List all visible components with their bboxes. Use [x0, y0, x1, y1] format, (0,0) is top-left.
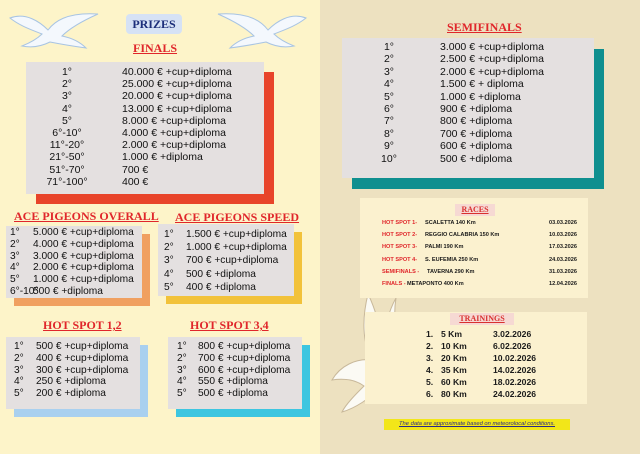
prize-amount: 8.000 € +cup+diploma [122, 114, 226, 127]
prize-position: 2° [61, 78, 73, 91]
prize-amount: 13.000 € +cup+diploma [122, 102, 232, 115]
prize-position: 2° [10, 238, 20, 250]
prize-position: 4° [177, 376, 187, 388]
prize-position: 6° [383, 103, 395, 115]
race-place: METAPONTO 400 Km [407, 281, 464, 287]
prize-amount: 400 € [122, 175, 149, 188]
training-distance: 10 Km [441, 341, 467, 351]
prize-amount: 1.000 € +diploma [122, 151, 203, 164]
training-distance: 35 Km [441, 365, 467, 375]
prize-amount: 2.000 € +cup+diploma [33, 262, 134, 274]
prize-amount: 2.000 € +cup+diploma [122, 139, 226, 152]
training-date: 10.02.2026 [493, 353, 537, 363]
race-place: PALMI 190 Km [425, 244, 464, 251]
prize-amount: 400 € +cup+diploma [36, 352, 129, 364]
prize-position: 8° [383, 127, 395, 140]
prize-amount: 500 € +diploma [186, 268, 256, 280]
prize-position: 3° [61, 90, 73, 103]
prize-amount: 3.000 € +cup+diploma [33, 250, 134, 262]
prize-position: 2° [164, 242, 174, 254]
prize-amount: 700 € [122, 163, 149, 176]
prize-amount: 1.500 € + diploma [440, 78, 524, 91]
prize-position: 4° [10, 262, 20, 274]
prize-position: 4° [61, 102, 73, 115]
trainings-card [365, 312, 587, 404]
prize-amount: 600 € +diploma [440, 140, 513, 153]
prize-position: 4° [383, 78, 395, 91]
prize-position: 3° [383, 65, 395, 78]
prize-amount: 500 € +cup+diploma [36, 341, 129, 352]
prize-position: 2° [177, 352, 187, 364]
prize-position: 2° [14, 352, 24, 364]
training-date: 6.02.2026 [493, 341, 532, 351]
training-number: 5. [426, 377, 434, 387]
race-date: 31.03.2026 [549, 268, 577, 275]
race-label: FINALS - [382, 281, 406, 287]
race-label: SEMIFINALS - [382, 268, 420, 275]
training-number: 6. [426, 389, 434, 399]
prize-amount: 1.000 € +diploma [440, 90, 521, 103]
training-number: 2. [426, 341, 434, 351]
training-date: 18.02.2026 [493, 377, 537, 387]
prize-amount: 20.000 € +cup+diploma [122, 90, 232, 103]
prize-amount: 300 € +cup+diploma [36, 364, 129, 376]
prize-position: 1° [177, 341, 187, 352]
prize-amount: 500 € +diploma [198, 388, 268, 400]
prize-position: 6°-10° [52, 127, 82, 139]
prize-amount: 400 € +diploma [186, 281, 256, 293]
race-label: HOT SPOT 1- [382, 220, 418, 226]
prize-amount: 2.000 € +cup+diploma [440, 65, 544, 78]
training-distance: 5 Km [441, 329, 463, 339]
prize-position: 3° [164, 255, 174, 267]
prize-position: 21°-50° [49, 151, 85, 164]
prize-amount: 40.000 € +cup+diploma [122, 66, 232, 78]
prize-position: 71°-100° [46, 175, 88, 188]
training-date: 24.02.2026 [493, 389, 537, 399]
prize-position: 1° [14, 341, 24, 352]
prize-position: 5° [14, 388, 24, 400]
prize-position: 3° [10, 250, 20, 262]
race-date: 17.03.2026 [549, 244, 577, 251]
semifinals-title: SEMIFINALS [447, 20, 522, 34]
prize-amount: 600 € +cup+diploma [198, 364, 291, 376]
prize-position: 3° [177, 364, 187, 376]
prize-amount: 550 € +diploma [198, 376, 268, 388]
prize-amount: 4.000 € +cup+diploma [33, 238, 134, 250]
prize-position: 6°-10° [10, 286, 39, 297]
prize-position: 1° [10, 227, 20, 238]
races-title: RACES [455, 204, 495, 216]
race-date: 10.03.2026 [549, 232, 577, 239]
race-date: 03.03.2026 [549, 220, 577, 226]
training-number: 4. [426, 365, 434, 375]
prize-amount: 200 € +diploma [36, 388, 106, 400]
prize-amount: 800 € +cup+diploma [198, 341, 291, 352]
dove-icon [6, 8, 102, 52]
ace-overall-title: ACE PIGEONS OVERALL [14, 209, 159, 223]
race-date: 24.03.2026 [549, 256, 577, 263]
hot-spot-12-title: HOT SPOT 1,2 [43, 318, 122, 332]
hot-spot-34-title: HOT SPOT 3,4 [190, 318, 269, 332]
prizes-header: PRIZES [126, 14, 182, 34]
training-distance: 60 Km [441, 377, 467, 387]
prize-amount: 700 € +cup+diploma [186, 255, 279, 267]
prize-amount: 25.000 € +cup+diploma [122, 78, 232, 91]
prize-position: 11°-20° [49, 139, 85, 152]
prize-amount: 1.000 € +cup+diploma [33, 274, 134, 286]
prize-amount: 500 € +diploma [440, 152, 513, 165]
prize-position: 1° [164, 229, 174, 240]
prize-position: 7° [383, 115, 395, 128]
prize-position: 5° [177, 388, 187, 400]
prize-position: 1° [61, 66, 73, 78]
prize-amount: 500 € +diploma [33, 286, 103, 297]
race-place: SCALETTA 140 Km [425, 220, 476, 226]
prize-amount: 700 € +diploma [440, 127, 513, 140]
prize-position: 5° [10, 274, 20, 286]
race-label: HOT SPOT 3- [382, 244, 418, 251]
prize-position: 5° [61, 114, 73, 127]
race-place: REGGIO CALABRIA 150 Km [425, 232, 500, 239]
training-date: 3.02.2026 [493, 329, 532, 339]
prize-position: 10° [381, 152, 397, 165]
training-number: 3. [426, 353, 434, 363]
race-date: 12.04.2026 [549, 281, 577, 287]
prize-position: 3° [14, 364, 24, 376]
prize-amount: 2.500 € +cup+diploma [440, 53, 544, 66]
prize-position: 9° [383, 140, 395, 153]
ace-speed-title: ACE PIGEONS SPEED [175, 210, 300, 224]
training-distance: 80 Km [441, 389, 467, 399]
finals-title: FINALS [133, 41, 178, 55]
race-label: HOT SPOT 4- [382, 256, 418, 263]
prize-amount: 5.000 € +cup+diploma [33, 227, 134, 238]
prize-position: 4° [164, 268, 174, 280]
prize-position: 1° [383, 41, 395, 53]
footer-note: The data are approximate based on meteorolocal conditions. [384, 419, 570, 430]
prize-amount: 700 € +cup+diploma [198, 352, 291, 364]
race-label: HOT SPOT 2- [382, 232, 418, 239]
prize-amount: 3.000 € +cup+diploma [440, 41, 544, 53]
prize-position: 2° [383, 53, 395, 66]
prize-amount: 800 € +diploma [440, 115, 513, 128]
dove-icon [214, 8, 310, 52]
race-place: TAVERNA 290 Km [427, 268, 475, 275]
prize-position: 5° [383, 90, 395, 103]
training-distance: 20 Km [441, 353, 467, 363]
prize-amount: 4.000 € +cup+diploma [122, 127, 226, 139]
prize-amount: 250 € +diploma [36, 376, 106, 388]
training-date: 14.02.2026 [493, 365, 537, 375]
race-place: S. EUFEMIA 250 Km [425, 256, 479, 263]
prize-position: 4° [14, 376, 24, 388]
prize-amount: 900 € +diploma [440, 103, 513, 115]
prize-amount: 1.500 € +cup+diploma [186, 229, 287, 240]
prize-amount: 1.000 € +cup+diploma [186, 242, 287, 254]
trainings-title: TRAININGS [450, 313, 514, 325]
training-number: 1. [426, 329, 434, 339]
prize-position: 5° [164, 281, 174, 293]
prize-position: 51°-70° [49, 163, 85, 176]
